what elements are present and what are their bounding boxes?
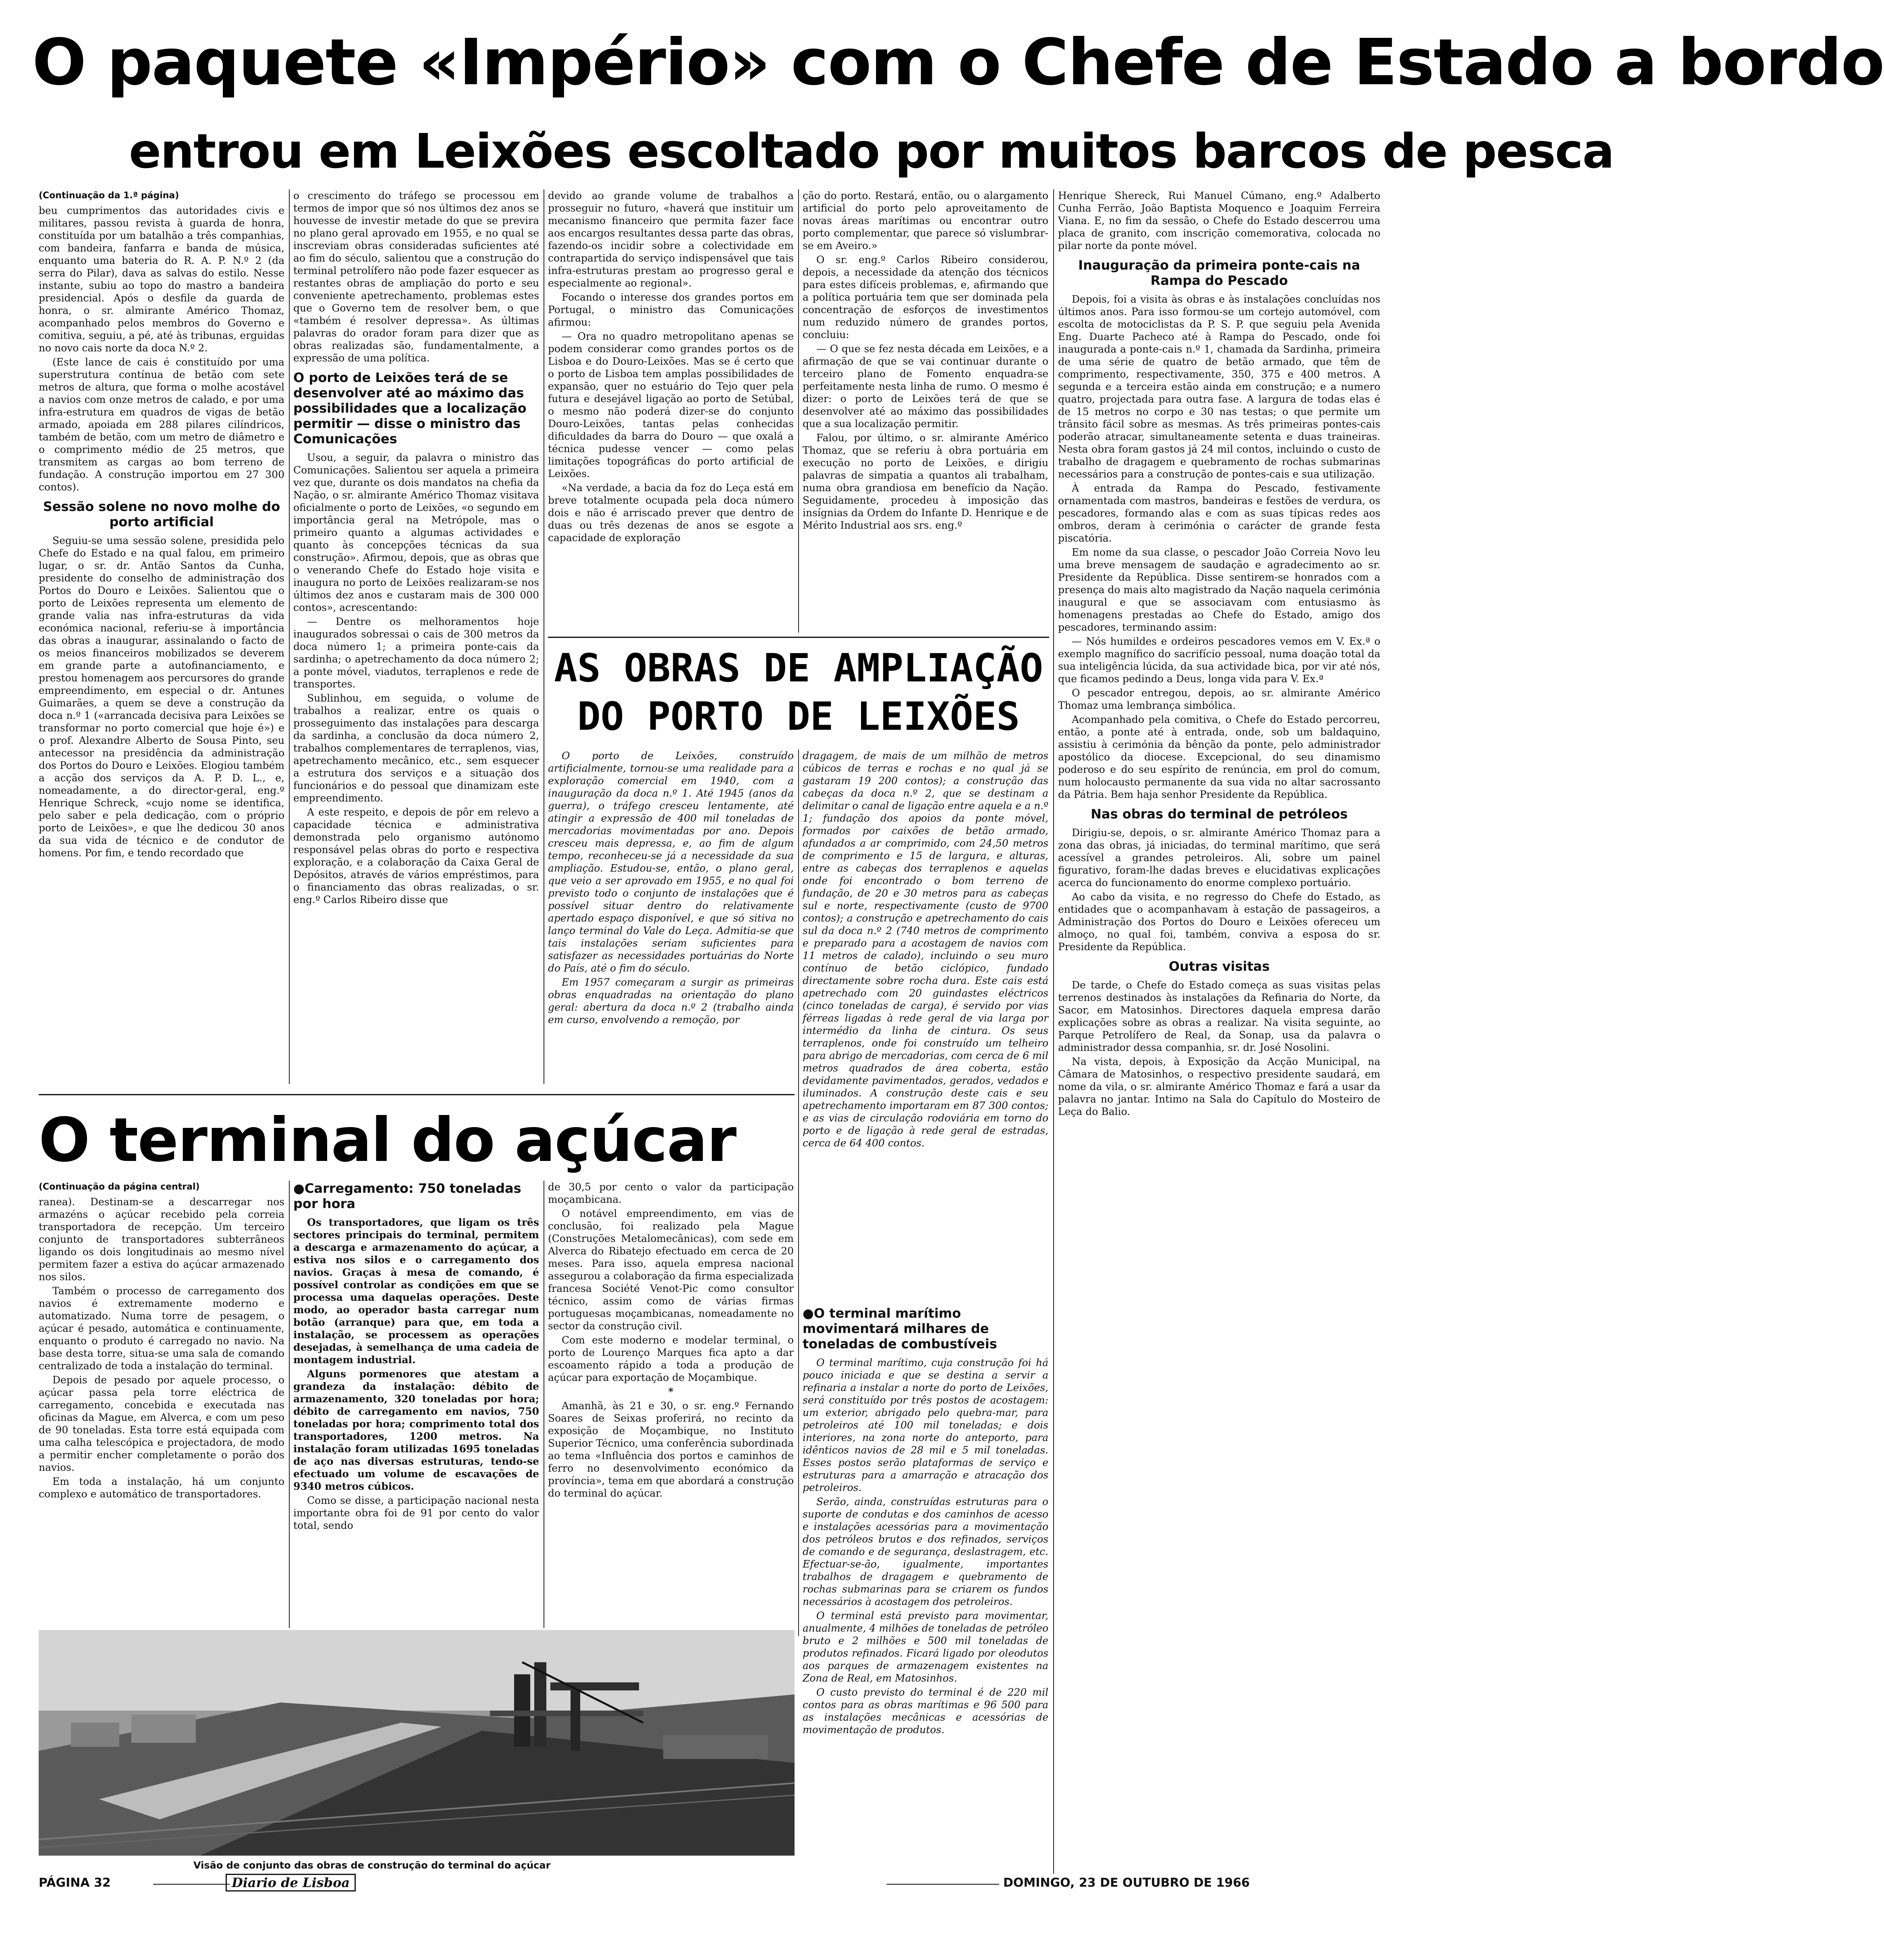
- paragraph: Acompanhado pela comitiva, o Chefe do Estado percorreu, então, a ponte até à entrada, onde, sob um baldaquino, assistiu à cerimónia da bênção da ponte, pelo administrador apostólico da diocese. Excepcional, do seu dinamismo poderoso e do seu espírito de renúncia, em prol do comum, num holocausto permanente da sua vida no altar sacrossanto da Pátria. Bem haja senhor Presidente da República.: [1058, 714, 1380, 800]
- paragraph: Seguiu-se uma sessão solene, presidida pelo Chefe do Estado e na qual falou, em primeiro lugar, o sr. dr. Antão Santos da Cunha, presidente do conselho de administração dos Portos do Douro e Leixões. Salientou que o porto de Leixões representa um elemento de grande valia nas infra-estruturas da vida económica nacional, referiu-se à importância das obras a inaugurar, assinalando o facto de os meios financeiros mobilizados se deverem em grande parte a autofinanciamento, e prestou homenagem aos percursores do grande empreendimento, em especial o dr. Antunes Guimarães, a quem se deve a construção da doca n.º 1 («arrancada decisiva para Leixões se transformar no porto comercial que hoje é») e o prof. Alexandre Alberto de Sousa Pinto, seu antecessor na presidência da administração dos Portos do Douro e Leixões. Elogiou também a acção dos serviços da A. P. D. L., e, nomeadamente, a do director-geral, eng.º Henrique Schreck, «cujo nome se identifica, pelo saber e pela dedicação, com o próprio porto de Leixões», e que lhe dedicou 30 anos da sua vida de técnico e de condutor de homens. Por fim, e tendo recordado que: [39, 535, 284, 859]
- paragraph: beu cumprimentos das autoridades civis e militares, passou revista à guarda de honra, constituída por um batalhão a três companhias, com bandeira, fanfarra e banda de música, enquanto uma bateria do R. A. P. N.º 2 (da serra do Pilar), dava as salvas do estilo. Nesse instante, subiu ao topo do mastro a bandeira presidencial. Após o desfile da guarda de honra, o sr. almirante Américo Thomaz, acompanhado pelos membros do Governo e comitiva, seguiu, a pé, até às tribunas, erguidas no novo cais norte da doca N.º 2.: [39, 205, 284, 354]
- paragraph: O custo previsto do terminal é de 220 mil contos para as obras marítimas e 96 500 para as instalações mecânicas e acessórias de movimentação de produtos.: [803, 1686, 1048, 1736]
- paragraph: À entrada da Rampa do Pescado, festivamente ornamentada com mastros, bandeiras e festões de verdura, os pescadores, formando alas e com as suas típicas redes aos ombros, deram à cerimónia o carácter de grande festa piscatória.: [1058, 482, 1380, 544]
- obras-headline-1: AS OBRAS DE AMPLIAÇÃO: [554, 646, 1043, 691]
- column-rule: [1053, 189, 1054, 1874]
- issue-date: DOMINGO, 23 DE OUTUBRO DE 1966: [1003, 1876, 1250, 1890]
- paragraph: Com este moderno e modelar terminal, o porto de Lourenço Marques fica apto a dar escoamento rápido a toda a produção de açúcar para exportação de Moçambique.: [548, 1334, 794, 1383]
- main-subheadline: entrou em Leixões escoltado por muitos barcos de pesca: [129, 123, 1614, 179]
- subheading: Nas obras do terminal de petróleos: [1091, 806, 1348, 822]
- column-rule: [798, 189, 799, 633]
- paragraph: O pescador entregou, depois, ao sr. almirante Américo Thomaz uma lembrança simbólica.: [1058, 687, 1380, 711]
- paragraph: Alguns pormenores que atestam a grandeza da instalação: débito de armazenamento, 320 toneladas por hora; débito de carregamento em navios, 750 toneladas por hora; comprimento total dos transportadores, 1200 metros. Na instalação foram utilizadas 1695 toneladas de aço nas diversas estruturas, tendo-se efectuado um volume de escavações de 9340 metros cúbicos.: [293, 1368, 539, 1492]
- paragraph: Depois de pesado por aquele processo, o açúcar passa pela torre eléctrica de carregamento, concebida e executada nas oficinas da Mague, em Alverca, e com um peso de 90 toneladas. Esta torre está equipada com uma calha telescópica e projectadora, de modo a permitir encher completamente o porão dos navios.: [39, 1374, 284, 1473]
- column-rule: [289, 1181, 290, 1628]
- subheading: Sessão solene no novo molhe do porto artificial: [43, 499, 280, 529]
- acucar-col-2: [293, 1181, 539, 1624]
- newspaper-logo: Diario de Lisboa: [226, 1874, 356, 1891]
- paragraph: Usou, a seguir, da palavra o ministro das Comunicações. Salientou ser aquela a primeira vez que, durante os dois mandatos na chefia da Nação, o sr. almirante Américo Thomaz visitava oficialmente o porto de Leixões, «o segundo em importância geral na Metrópole, mas o primeiro quanto a algumas actividades e quanto às concepções técnicas da sua construção». Afirmou, depois, que as obras que o venerando Chefe do Estado hoje visita e inaugura no porto de Leixões realizaram-se nos últimos dez anos e custaram mais de 300 000 contos», acrescentando:: [293, 452, 539, 613]
- paragraph: O terminal está previsto para movimentar, anualmente, 4 milhões de toneladas de petróleo bruto e 2 milhões e 500 mil toneladas de produtos refinados. Ficará ligado por oleodutos aos parques de armazenagem existentes na Zona de Real, em Matosinhos.: [803, 1610, 1048, 1684]
- column-rule: [289, 189, 290, 1084]
- construction-photo: [39, 1630, 795, 1856]
- paragraph: Amanhã, às 21 e 30, o sr. eng.º Fernando Soares de Seixas proferirá, no recinto da exposição de Moçambique, no Instituto Superior Técnico, uma conferência subordinada ao tema «Influência dos portos e caminhos de ferro no desenvolvimento económico da província», tema em que abordará a construção do terminal do açúcar.: [548, 1400, 794, 1499]
- paragraph: Focando o interesse dos grandes portos em Portugal, o ministro das Comunicações afirmou:: [548, 291, 794, 328]
- paragraph: Ao cabo da visita, e no regresso do Chefe do Estado, as entidades que o acompanhavam à estação de passageiros, a Administração dos Portos do Douro e Leixões ofereceu um almoço, no qual foi, também, conviva a esposa do sr. Presidente da República.: [1058, 891, 1380, 953]
- photo-illustration: [39, 1630, 795, 1856]
- subheading: ● Carregamento: 750 toneladas por hora: [293, 1181, 539, 1211]
- paragraph: Henrique Shereck, Rui Manuel Cúmano, eng.º Adalberto Cunha Ferrão, João Baptista Moquenco e Joaquim Ferreira Viana. E, no fim da sessão, o Chefe do Estado descerrou uma placa de granito, com inscrição comemorativa, colocada no pilar norte da ponte móvel.: [1058, 190, 1380, 251]
- paragraph: — O que se fez nesta década em Leixões, e a afirmação de que se vai continuar durante o terceiro plano de Fomento enquadra-se perfeitamente nesta linha de rumo. O mesmo é dizer: o porto de Leixões terá de que se desenvolver até ao máximo das possibilidades que a sua localização permitir.: [803, 343, 1048, 430]
- paragraph: (Este lance de cais é constituído por uma superstrutura contínua de betão com sete metros de altura, que forma o molhe acostável a navios com onze metros de calado, e por uma infra-estrutura em quadros de vigas de betão armado, apoiada em 288 pilares cilíndricos, também de betão, com um metro de diâmetro e o comprimento médio de 25 metros, que transmitem as cargas ao bom terreno de fundação. A construção importou em 27 300 contos).: [39, 356, 284, 493]
- article-col-4: [803, 189, 1048, 633]
- terminal-headline: O terminal do açúcar: [39, 1105, 736, 1175]
- article-col-1: [39, 189, 284, 1092]
- paragraph: Em toda a instalação, há um conjunto complexo e automático de transportadores.: [39, 1476, 284, 1500]
- subheading: Inauguração da primeira ponte-cais na Rampa do Pescado: [1078, 257, 1360, 288]
- acucar-col-1: [39, 1181, 284, 1624]
- page-number: PÁGINA 32: [39, 1876, 111, 1890]
- paragraph: Depois, foi a visita às obras e às instalações concluídas nos últimos anos. Para isso formou-se um cortejo automóvel, com escolta de motociclistas da P. S. P. que seguiu pela Avenida Eng. Duarte Pacheco até à Rampa do Pescado, onde foi inaugurada a ponte-cais n.º 1, chamada da Sardinha, primeira de uma série de quatro de betão armado, que têm de comprimento, respectivamente, 350, 375 e 400 metros. A segunda e a terceira estão ainda em construção; e a numero quatro, projectada para outra fase. A largura de todas elas é de 15 metros no corpo e 30 nas testas; o que permite um trânsito fácil sobre as mesmas. As três primeiras pontes-cais poderão atracar, simultaneamente setenta e duas traineiras. Nesta obra foram gastos já 24 mil contos, incluindo o custo de trabalho de dragagem e quebramento de rochas submarinas necessários para a construção de pontes-cais e sua utilização.: [1058, 293, 1380, 480]
- photo-caption: Visão de conjunto das obras de construção do terminal do açúcar: [193, 1860, 551, 1871]
- paragraph: Serão, ainda, construídas estruturas para o suporte de condutas e dos caminhos de acesso e instalações acessórias para a movimentação dos petróleos brutos e dos refinados, serviços de comando e de segurança, deslastragem, etc. Efectuar-se-ão, igualmente, importantes trabalhos de dragagem e quebramento de rochas submarinas para se criarem os fundos necessários à acostagem dos petroleiros.: [803, 1496, 1048, 1607]
- obras-headline-2: DO PORTO DE LEIXÕES: [577, 694, 1020, 739]
- paragraph: Dirigiu-se, depois, o sr. almirante Américo Thomaz para a zona das obras, já iniciadas, do terminal marítimo, que será acessível a grandes petroleiros. Ali, sobre um painel figurativo, foram-lhe dadas breves e elucidativas explicações acerca do funcionamento do enorme complexo portuário.: [1058, 827, 1380, 889]
- paragraph: — Ora no quadro metropolitano apenas se podem considerar como grandes portos os de Lisboa e do Douro-Leixões. Mas se é certo que o porto de Lisboa tem amplas possibilidades de expansão, quer no estuário do Tejo quer pela futura e desejável ligação ao porto de Setúbal, o mesmo não poderá dizer-se do conjunto Douro-Leixões, tantas pelas conhecidas dificuldades da barra do Douro — que oxalá a técnica pudesse vencer — como pelas limitações topográficas do porto artificial de Leixões.: [548, 330, 794, 480]
- paragraph: Os transportadores, que ligam os três sectores principais do terminal, permitem a descarga e armazenamento do açúcar, a estiva nos silos e o carregamento dos navios. Graças à mesa de comando, é possível controlar as condições em que se processa uma daquelas operações. Deste modo, ao operador basta carregar num botão (arranque) para que, em toda a instalação, se processem as operações desejadas, à semelhança de uma cadeia de montagem industrial.: [293, 1217, 539, 1366]
- paragraph: A este respeito, e depois de pôr em relevo a capacidade técnica e administrativa demonstrada pelo organismo autónomo responsável pelas obras do porto e respectiva exploração, e a colaboração da Caixa Geral de Depósitos, através de vários empréstimos, para o financiamento das obras realizadas, o sr. eng.º Carlos Ribeiro disse que: [293, 806, 539, 905]
- paragraph: devido ao grande volume de trabalhos a prosseguir no futuro, «haverá que instituir um mecanismo financeiro que permita fazer face aos encargos resultantes dessa parte das obras, fazendo-os incidir sobre a colectividade em contrapartida do serviço indispensável que tais infra-estruturas prestam ao progresso geral e especialmente ao regional».: [548, 190, 794, 289]
- continuation-note: (Continuação da 1.ª página): [39, 191, 179, 201]
- paragraph: Em nome da sua classe, o pescador João Correia Novo leu uma breve mensagem de saudação e agradecimento ao sr. Presidente da República. Disse sentirem-se honrados com a presença do mais alto magistrado da Nação naquela cerimónia inaugural e que se associavam com entusiasmo às homenagens prestadas ao Chefe do Estado, amigo dos pescadores, terminando assim:: [1058, 546, 1380, 633]
- paragraph: Falou, por último, o sr. almirante Américo Thomaz, que se referiu à obra portuária em execução no porto de Leixões, e dirigiu palavras de simpatia a quantos ali trabalham, numa obra grandiosa em benefício da Nação. Seguidamente, procedeu à imposição das insígnias da Ordem do Infante D. Henrique e de Mérito Industrial aos srs. eng.º: [803, 432, 1048, 531]
- acucar-col-3: [548, 1181, 794, 1624]
- subheading: Outras visitas: [1168, 959, 1270, 974]
- paragraph: O sr. eng.º Carlos Ribeiro considerou, depois, a necessidade da atenção dos técnicos para estes difíceis problemas, e, afirmando que a política portuária tem que ser dominada pela concentração de esforços de investimentos num reduzido número de grandes portos, concluiu:: [803, 254, 1048, 341]
- separator-star: *: [668, 1386, 674, 1397]
- paragraph: — Dentre os melhoramentos hoje inaugurados sobressai o cais de 300 metros da doca número 1; a primeira ponte-cais da sardinha; o apetrechamento da doca número 2; a ponte móvel, viadutos, terraplenos e rede de transportes.: [293, 616, 539, 690]
- paragraph: o crescimento do tráfego se processou em termos de impor que só nos últimos dez anos se houvesse de investir metade do que se previra no plano geral aprovado em 1955, e no qual se inscreviam obras consideradas suficientes até ao fim do século, salientou que a construção do terminal petrolífero não pode fazer esquecer as restantes obras de ampliação do porto e seu conveniente apetrechamento, problemas estes que o Governo tem de resolver bem, o que «também é resolver depressa». As últimas palavras do orador foram para dizer que as obras realizadas são, fundamentalmente, a expressão de uma política.: [293, 190, 539, 364]
- paragraph: ção do porto. Restará, então, ou o alargamento artificial do porto pelo aproveitamento de novas áreas marítimas ou encontrar outro porto complementar, que parece só vislumbrar-se em Aveiro.»: [803, 190, 1048, 251]
- paragraph: Sublinhou, em seguida, o volume de trabalhos a realizar, entre os quais o prosseguimento das instalações para descarga da sardinha, a conclusão da doca número 2, trabalhos complementares de terraplenos, vias, apetrechamento mecânico, etc., sem esquecer a estrutura dos serviços e a situação dos funcionários e do pessoal que dinamizam este empreendimento.: [293, 692, 539, 804]
- paragraph: Como se disse, a participação nacional nesta importante obra foi de 91 por cento do valor total, sendo: [293, 1495, 539, 1531]
- article-col-3: [548, 189, 794, 633]
- paragraph: Também o processo de carregamento dos navios é extremamente moderno e automatizado. Numa torre de pesagem, o açúcar é pesado, automática e continuamente, enquanto o produto é carregado no navio. Na base desta torre, situa-se uma sala de comando centralizado de toda a instalação do terminal.: [39, 1285, 284, 1372]
- paragraph: — Nós humildes e ordeiros pescadores vemos em V. Ex.ª o exemplo magnífico do sacrifício pessoal, numa doação total da sua inteligência lúcida, da sua actividade bica, por vir até nós, que ficamos pedindo a Deus, longa vida para V. Ex.ª: [1058, 635, 1380, 685]
- footer-rule: [886, 1884, 999, 1885]
- column-rule: [798, 750, 799, 1636]
- subheading: O porto de Leixões terá de se desenvolver até ao máximo das possibilidades que a localização permitir — disse o ministro das Comunicações: [293, 370, 527, 446]
- section-rule: [548, 637, 1049, 638]
- paragraph: dragagem, de mais de um milhão de metros cúbicos de terras e rochas e no qual já se gastaram 19 200 contos); a construção das cabeças da doca n.º 2, que se destinam a delimitar o canal de ligação entre aquela e a n.º 1; fundação dos apoios da ponte móvel, formados por caixões de betão armado, afundados a ar comprimido, com 24,50 metros de comprimento e 15 de largura, e alturas, entre as cabeças dos terraplenos e aquelas onde foi encontrado o bom terreno de fundação, de 20 e 30 metros para as cabeças sul e norte, respectivamente (custo de 9700 contos); a construção e apetrechamento do cais sul da doca n.º 2 (740 metros de comprimento e preparado para a acostagem de navios com 11 metros de calado), incluindo o seu muro contínuo de betão ciclópico, fundado directamente sobre rocha dura. Este cais está apetrechado com 20 guindastes eléctricos (cinco toneladas de carga), é servido por vias férreas ligadas à rede geral de via larga por intermédio da linha de cintura. Os seus terraplenos, onde foi construído um telheiro para abrigo de mercadorias, com cerca de 6 mil metros quadrados de área coberta, estão devidamente pavimentados, gerados, vedados e iluminados. A construção deste cais e seu apetrechamento importaram em 87 300 contos; e as vias de circulação rodoviária em torno do porto e de ligação à rede geral de estradas, cerca de 64 400 contos.: [803, 750, 1048, 1149]
- obras-col-1: [548, 750, 794, 1092]
- paragraph: ranea). Destinam-se a descarregar nos armazéns o açúcar recebido pela correia transportadora de recepção. Um terceiro conjunto de transportadores subterrâneos ligando os dois longitudinais ao mesmo nível permitem fazer a estiva do açúcar armazenado nos silos.: [39, 1196, 284, 1283]
- main-headline: O paquete «Império» com o Chefe de Estado a bordo: [32, 25, 1884, 100]
- paragraph: Na vista, depois, à Exposição da Acção Municipal, na Câmara de Matosinhos, o respectivo presidente saudará, em nome da vila, o sr. almirante Américo Thomaz e fará a usar da palavra no jantar. Intimo na Sala do Capítulo do Mosteiro de Leça do Balio.: [1058, 1056, 1380, 1117]
- paragraph: Em 1957 começaram a surgir as primeiras obras enquadradas na orientação do plano geral: abertura da doca n.º 2 (trabalho ainda em curso, envolvendo a remoção, por: [548, 976, 794, 1026]
- paragraph: De tarde, o Chefe do Estado começa as suas visitas pelas terrenos destinados às instalações da Refinaria do Norte, da Sacor, em Matosinhos. Directores daquela empresa darão explicações sobre as obras a realizar. Na visita seguinte, ao Parque Petrolífero de Real, da Sonap, usa da palavra o administrador dessa companhia, sr. dr. José Nosolini.: [1058, 979, 1380, 1053]
- paragraph: «Na verdade, a bacia da foz do Leça está em breve totalmente ocupada pela doca número dois e não é arriscado prever que dentro de duas ou três dezenas de anos se esgote a capacidade de exploração: [548, 482, 794, 544]
- article-col-5: [1058, 189, 1380, 1874]
- paragraph: O porto de Leixões, construído artificialmente, tornou-se uma realidade para a exploração comercial em 1940, com a inauguração da doca n.º 1. Até 1945 (anos da guerra), o tráfego cresceu lentamente, até atingir a expressão de 400 mil toneladas de mercadorias movimentadas por ano. Depois cresceu mais depressa, e, ao fim de algum tempo, reconheceu-se já a necessidade da sua ampliação. Estudou-se, então, o plano geral, que veio a ser aprovado em 1955, e no qual foi previsto todo o conjunto de instalações que é possível situar dentro do relativamente apertado espaço disponível, e que só sitiva no lanço terminal do Vale do Leça. Admitia-se que tais instalações seriam suficientes para satisfazer as necessidades portuárias do Norte do País, até o fim do século.: [548, 750, 794, 974]
- section-rule: [39, 1094, 795, 1095]
- terminal-maritimo-col: [803, 1306, 1048, 1866]
- paragraph: O notável empreendimento, em vias de conclusão, foi realizado pela Mague (Construções Metalomecânicas), com sede em Alverca do Ribatejo efectuado em cerca de 20 meses. Para isso, aquela empresa nacional assegurou a colaboração da firma especializada francesa Société Venot-Pic como consultor técnico, assim como de várias firmas portuguesas moçambicanas, nomeadamente no sector da construção civil.: [548, 1208, 794, 1332]
- continuation-note: (Continuação da página central): [39, 1182, 200, 1192]
- subheading: ● O terminal marítimo movimentará milhares de toneladas de combustíveis: [803, 1306, 1048, 1352]
- footer-rule: [153, 1884, 230, 1885]
- obras-col-2: [803, 750, 1048, 1306]
- article-col-2: [293, 189, 539, 1092]
- paragraph: de 30,5 por cento o valor da participação moçambicana.: [548, 1181, 794, 1205]
- paragraph: O terminal marítimo, cuja construção foi há pouco iniciada e que se destina a servir a refinaria a instalar a norte do porto de Leixões, será constituído por três postos de acostagem: um exterior, abrigado pelo quebra-mar, para petroleiros até 100 mil toneladas; e dois interiores, na zona norte do anteporto, para idênticos navios de 28 mil e 5 mil toneladas. Esses postos serão plataformas de serviço e estruturas para a amarração e atracação dos petroleiros.: [803, 1357, 1048, 1493]
